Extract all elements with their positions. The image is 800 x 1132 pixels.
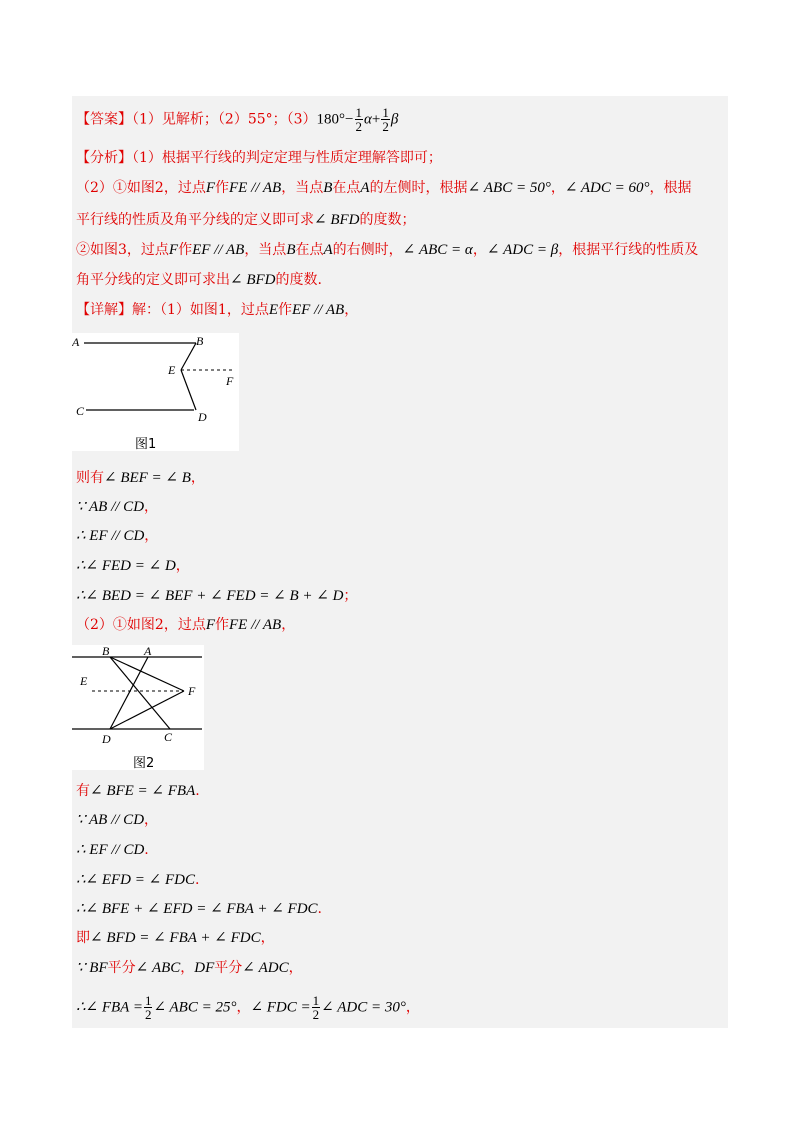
proof2-row-2: ∵ AB // CD， — [76, 812, 159, 828]
label-E: E — [168, 363, 176, 377]
fraction-half-2: $\frac{1}{2}$ — [382, 105, 389, 134]
analysis-line-4: ②如图3，过点F作EF // AB，当点B在点A的右侧时，∠ ABC = α，∠ ADC = β，根据平行线的性质及 — [76, 242, 699, 258]
segment-BE — [181, 343, 196, 370]
proof2-row-5: ∴∠ BFE + ∠ EFD = ∠ FBA + ∠ FDC. — [76, 901, 322, 917]
fraction-half-4: $\frac{1}{2}$ — [312, 993, 320, 1022]
proof2-row-4: ∴∠ EFD = ∠ FDC. — [76, 872, 200, 888]
proof1-row-1: 则有∠ BEF = ∠ B， — [76, 470, 205, 486]
proof1-row-4: ∴∠ FED = ∠ D， — [76, 558, 190, 574]
figure-1 — [72, 333, 239, 451]
label-D: D — [198, 410, 207, 424]
answer-text: （1）见解析；（2）55°；（3） — [132, 111, 317, 128]
proof2-row-6: 即∠ BFD = ∠ FBA + ∠ FDC， — [76, 930, 275, 946]
label-F: F — [226, 374, 234, 388]
proof1-row-3: ∴ EF // CD， — [76, 528, 159, 544]
segment-AD — [110, 657, 148, 729]
proof1-row-5: ∴∠ BED = ∠ BEF + ∠ FED = ∠ B + ∠ D； — [76, 588, 358, 604]
label-E: E — [80, 674, 88, 688]
label-C: C — [76, 404, 85, 418]
proof2-row-3: ∴ EF // CD. — [76, 842, 149, 858]
label-A: A — [144, 645, 152, 658]
analysis-line-3: 平行线的性质及角平分线的定义即可求∠ BFD的度数； — [76, 212, 416, 228]
analysis-tag: 【分析】 — [76, 150, 132, 166]
proof2-row-1: 有∠ BFE = ∠ FBA. — [76, 783, 200, 799]
proof1-row-6: （2）①如图2，过点F作FE // AB， — [76, 617, 296, 633]
fraction-half-3: $\frac{1}{2}$ — [144, 993, 152, 1022]
segment-DF — [110, 691, 184, 729]
label-B: B — [102, 645, 110, 658]
segment-ED — [181, 370, 196, 410]
analysis-line-5: 角平分线的定义即可求出∠ BFD的度数. — [76, 272, 322, 288]
segment-BF — [110, 657, 184, 691]
label-B: B — [196, 334, 204, 348]
answer-line: 【答案】（1）见解析；（2）55°；（3）180°− $\frac{1}{2}$ α+ $\frac{1}{2}$ β — [76, 105, 399, 134]
label-A: A — [72, 335, 80, 349]
figure-2 — [72, 645, 204, 770]
figure-1-caption: 图1 — [135, 437, 157, 452]
analysis-line-1: 【分析】（1）根据平行线的判定定理与性质定理解答即可； — [76, 150, 442, 166]
proof2-row-8: ∴∠ FBA = $\frac{1}{2}$ ∠ ABC = 25°，∠ FDC = $\frac{1}{2}$ ∠ ADC = 30°， — [76, 993, 420, 1022]
answer-tag: 【答案】 — [76, 111, 132, 128]
label-F: F — [188, 684, 196, 698]
figure-2-caption: 图2 — [133, 756, 155, 771]
answer-expr: 180°− — [316, 111, 354, 128]
label-D: D — [102, 732, 111, 746]
detail-tag: 【详解】 — [76, 302, 132, 318]
segment-BC — [110, 657, 170, 729]
proof2-row-7: ∵ BF平分∠ ABC，DF平分∠ ADC， — [76, 960, 303, 976]
analysis-line-2: （2）①如图2，过点F作FE // AB，当点B在点A的左侧时，根据∠ ABC = 50°，∠ ADC = 60°，根据 — [76, 180, 692, 196]
fraction-half-1: $\frac{1}{2}$ — [355, 105, 363, 134]
proof1-row-2: ∵ AB // CD， — [76, 499, 159, 515]
detail-line-1: 【详解】解：（1）如图1，过点E作EF // AB， — [76, 302, 359, 318]
label-C: C — [164, 730, 173, 744]
